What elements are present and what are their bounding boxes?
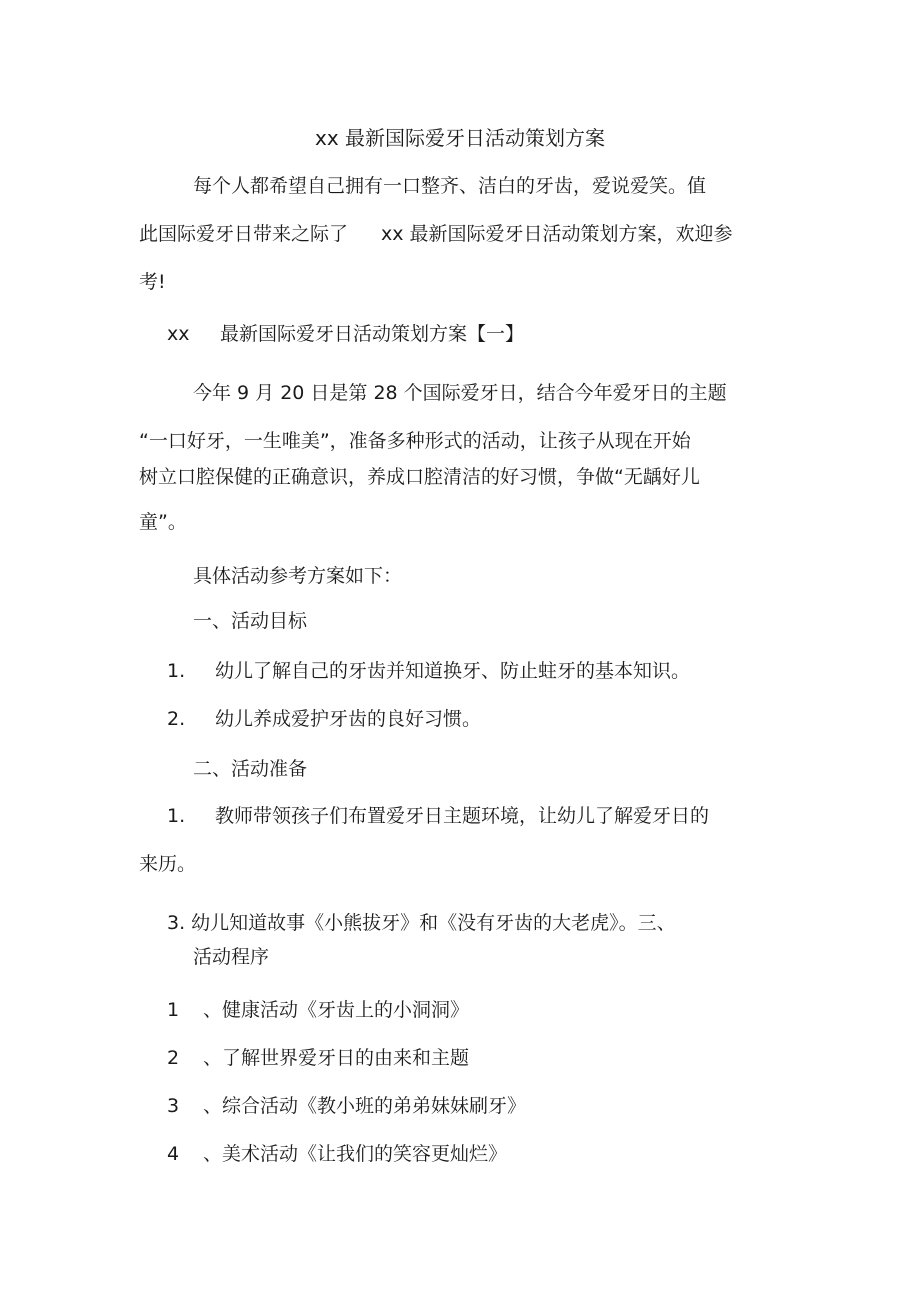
goal-item-2-text: 幼儿养成爱护牙齿的良好习惯。 xyxy=(215,708,482,730)
document-title: xx 最新国际爱牙日活动策划方案 xyxy=(314,126,606,150)
intro-line-1: 每个人都希望自己拥有一口整齐、洁白的牙齿，爱说爱笑。值 xyxy=(193,175,707,197)
procedure-item-1-number: 1 xyxy=(167,999,180,1021)
intro-line-2b: xx 最新国际爱牙日活动策划方案，欢迎参 xyxy=(381,223,733,245)
goal-item-2-number: 2. xyxy=(167,708,186,730)
prep-item-3-line-2: 活动程序 xyxy=(193,946,270,968)
prep-item-1-line-2: 来历。 xyxy=(139,853,197,875)
para1-line-1: 今年 9 月 20 日是第 28 个国际爱牙日，结合今年爱牙日的主题 xyxy=(193,382,727,404)
intro-line-3: 考! xyxy=(139,271,166,293)
goals-heading: 一、活动目标 xyxy=(193,610,308,632)
plan-intro: 具体活动参考方案如下： xyxy=(193,565,403,587)
prep-heading: 二、活动准备 xyxy=(193,758,308,780)
procedure-item-2-text: 、了解世界爱牙日的由来和主题 xyxy=(203,1047,470,1069)
procedure-item-2-number: 2 xyxy=(167,1047,180,1069)
prep-item-3-line-1: 3. 幼儿知道故事《小熊拔牙》和《没有牙齿的大老虎》。三、 xyxy=(167,912,676,934)
prep-item-1-number: 1. xyxy=(167,805,186,827)
para1-line-3: 树立口腔保健的正确意识，养成口腔清洁的好习惯，争做“无龋好儿 xyxy=(139,466,700,488)
prep-item-1-line-1: 教师带领孩子们布置爱牙日主题环境，让幼儿了解爱牙日的 xyxy=(215,805,710,827)
goal-item-1-number: 1. xyxy=(167,660,186,682)
para1-line-4: 童”。 xyxy=(139,511,187,533)
procedure-item-4-text: 、美术活动《让我们的笑容更灿烂》 xyxy=(203,1143,508,1165)
intro-line-2a: 此国际爱牙日带来之际了 xyxy=(139,223,349,245)
procedure-item-1-text: 、健康活动《牙齿上的小洞洞》 xyxy=(203,999,470,1021)
section1-heading: 最新国际爱牙日活动策划方案【一】 xyxy=(220,323,525,345)
procedure-item-3-number: 3 xyxy=(167,1095,180,1117)
goal-item-1-text: 幼儿了解自己的牙齿并知道换牙、防止蛀牙的基本知识。 xyxy=(215,660,691,682)
procedure-item-4-number: 4 xyxy=(167,1143,180,1165)
procedure-item-3-text: 、综合活动《教小班的弟弟妹妹刷牙》 xyxy=(203,1095,527,1117)
section1-prefix: xx xyxy=(167,323,190,345)
para1-line-2: “一口好牙，一生唯美”，准备多种形式的活动，让孩子从现在开始 xyxy=(139,430,691,452)
